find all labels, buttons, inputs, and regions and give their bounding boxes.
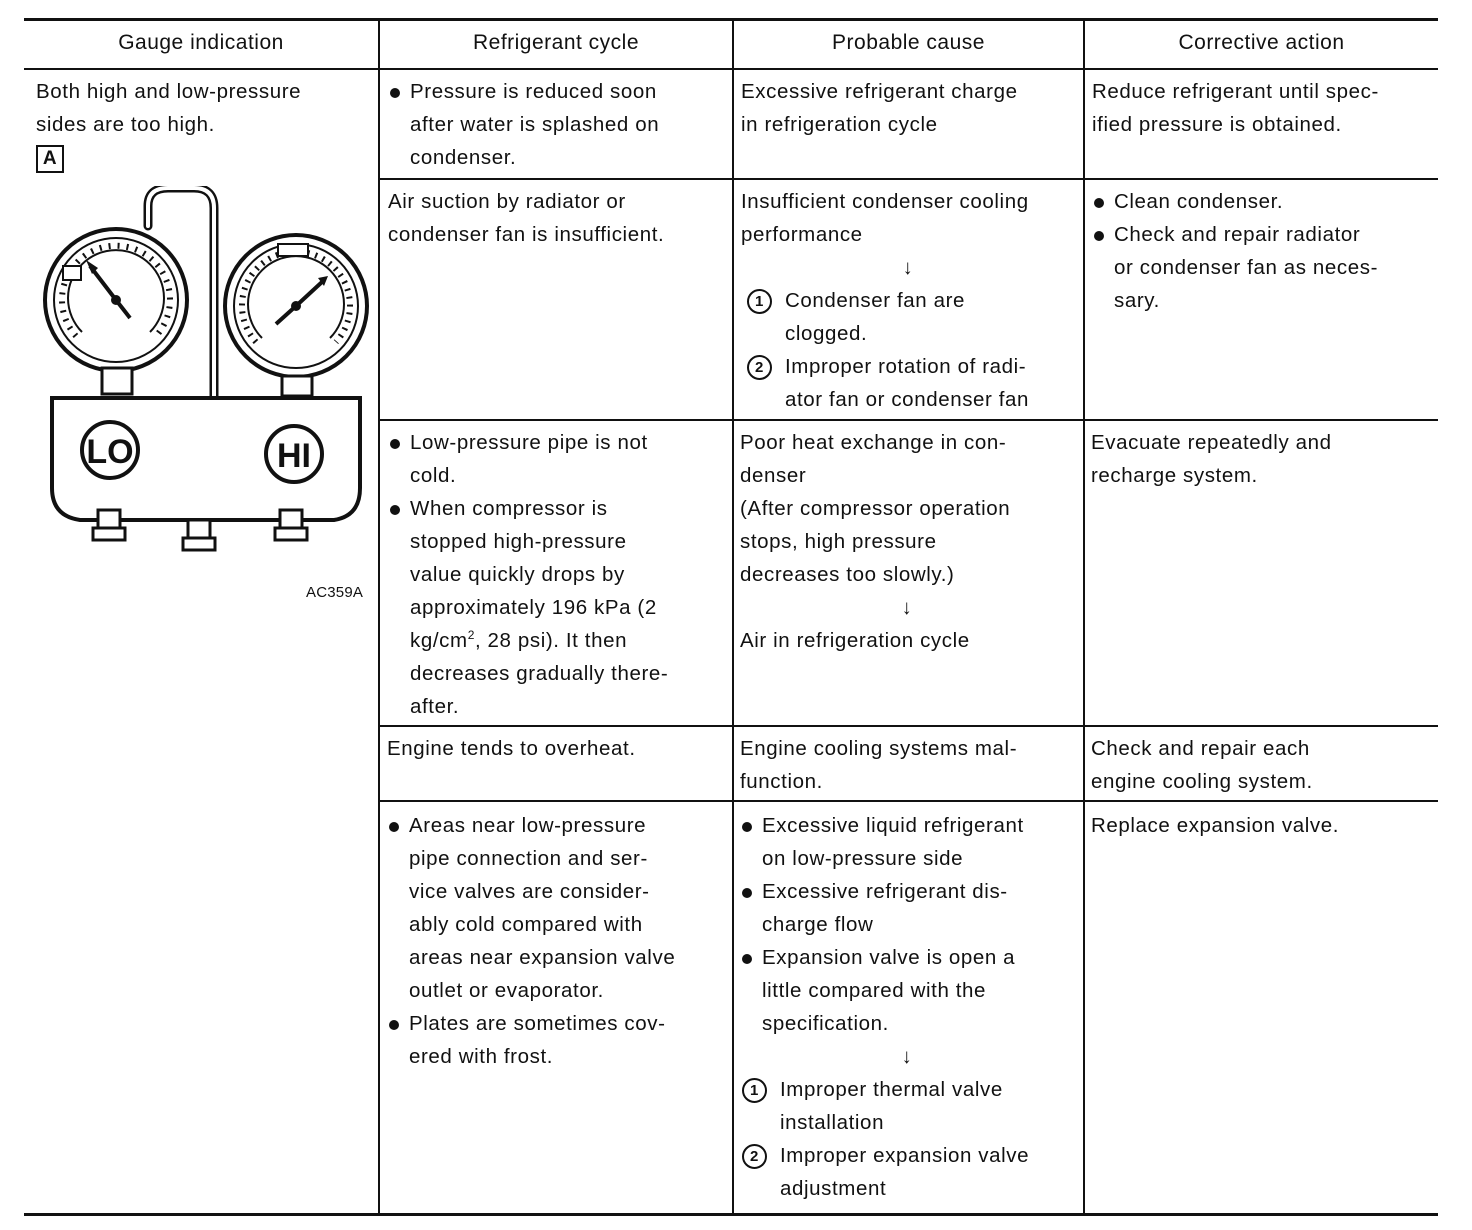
row3-cycle: [388, 426, 668, 723]
header-action: Corrective action: [1178, 31, 1345, 54]
row5-action: Replace expansion valve.: [1091, 814, 1340, 837]
table-top-rule: [24, 18, 1438, 21]
row4-action: Check and repair each engine cooling system.: [1091, 737, 1313, 793]
divider-2: [732, 18, 734, 1214]
divider-1: [378, 18, 380, 1214]
bullet-item: Areas near low-pressure pipe connection and ser- vice valves are consider- ably cold compared with areas near expansion valve outlet or evaporator.: [387, 809, 675, 1007]
row-rule-3: [379, 725, 1438, 727]
low-pressure-gauge: [45, 229, 187, 371]
gauge-text-line: Both high and low-pressure: [36, 80, 302, 103]
row4-cycle: Engine tends to overheat.: [387, 737, 636, 760]
manifold-gauge-illustration: [38, 186, 374, 566]
bullet-item: Pressure is reduced soon after water is splashed on condenser.: [388, 75, 659, 174]
circled-number: 1: [742, 1078, 767, 1103]
row5-cause: [740, 809, 1074, 1205]
row2-cause: Insufficient condenser cooling performance ↓ 1 Condenser fan are clogged. 2 Improper rotation of radi- ator fan or condenser fan: [741, 185, 1075, 416]
header-rule: [24, 68, 1438, 70]
numbered-item: 2 Improper rotation of radi- ator fan or condenser fan: [741, 350, 1075, 416]
circled-number: 2: [747, 355, 772, 380]
bullet-item: Plates are sometimes cov- ered with frost.: [387, 1007, 675, 1073]
gauge-text-line: sides are too high.: [36, 113, 215, 136]
row-rule-4: [379, 800, 1438, 802]
bullet-item: When compressor is stopped high-pressure value quickly drops by approximately 196 kPa (2 $kg/cm^2$, 28 psi). It then decreases gradually there- after.: [388, 492, 668, 723]
table-bottom-rule: [24, 1213, 1438, 1216]
row1-action: Reduce refrigerant until spec- ified pressure is obtained.: [1092, 80, 1379, 136]
numbered-item: 2 Improper expansion valve adjustment: [740, 1139, 1074, 1205]
row2-cycle: Air suction by radiator or condenser fan is insufficient.: [388, 190, 665, 246]
numbered-item: 1 Improper thermal valve installation: [740, 1073, 1074, 1139]
row1-cause: Excessive refrigerant charge in refrigeration cycle: [741, 80, 1018, 136]
row2-action: [1092, 185, 1378, 317]
header-cycle: Refrigerant cycle: [472, 31, 640, 54]
row4-cause: Engine cooling systems mal- function.: [740, 737, 1018, 793]
row-rule-2: [379, 419, 1438, 421]
header-cause: Probable cause: [832, 31, 985, 54]
bullet-item: Check and repair radiator or condenser fan as neces- sary.: [1092, 218, 1378, 317]
numbered-item: 1 Condenser fan are clogged.: [741, 284, 1075, 350]
row3-action: Evacuate repeatedly and recharge system.: [1091, 431, 1332, 487]
row1-cycle: [388, 75, 659, 174]
high-pressure-gauge: [225, 235, 367, 377]
row-rule-1: [379, 178, 1438, 180]
row5-cycle: [387, 809, 675, 1073]
divider-3: [1083, 18, 1085, 1214]
down-arrow: ↓: [901, 1045, 913, 1068]
bullet-item: Low-pressure pipe is not cold.: [388, 426, 668, 492]
bullet-item: Excessive refrigerant dis- charge flow: [740, 875, 1074, 941]
circled-number: 2: [742, 1144, 767, 1169]
gauge-indication: [36, 75, 301, 174]
down-arrow: ↓: [901, 596, 913, 619]
box-a-label: A: [36, 145, 64, 173]
unit-line: $kg/cm^2$, 28 psi). It then: [410, 628, 628, 652]
hi-label: HI: [277, 437, 311, 475]
circled-number: 1: [747, 289, 772, 314]
bullet-item: Excessive liquid refrigerant on low-pressure side: [740, 809, 1074, 875]
figure-code: AC359A: [306, 584, 364, 601]
row3-cause: Poor heat exchange in con- denser (After compressor operation stops, high pressure decreases too slowly.) ↓ Air in refrigeration cycle: [740, 426, 1074, 657]
troubleshooting-table: [24, 18, 1438, 1217]
bullet-item: Expansion valve is open a little compared with the specification.: [740, 941, 1074, 1040]
bullet-item: Clean condenser.: [1092, 185, 1378, 218]
header-gauge: Gauge indication: [118, 31, 284, 54]
lo-label: LO: [86, 433, 134, 471]
down-arrow: ↓: [902, 256, 914, 279]
